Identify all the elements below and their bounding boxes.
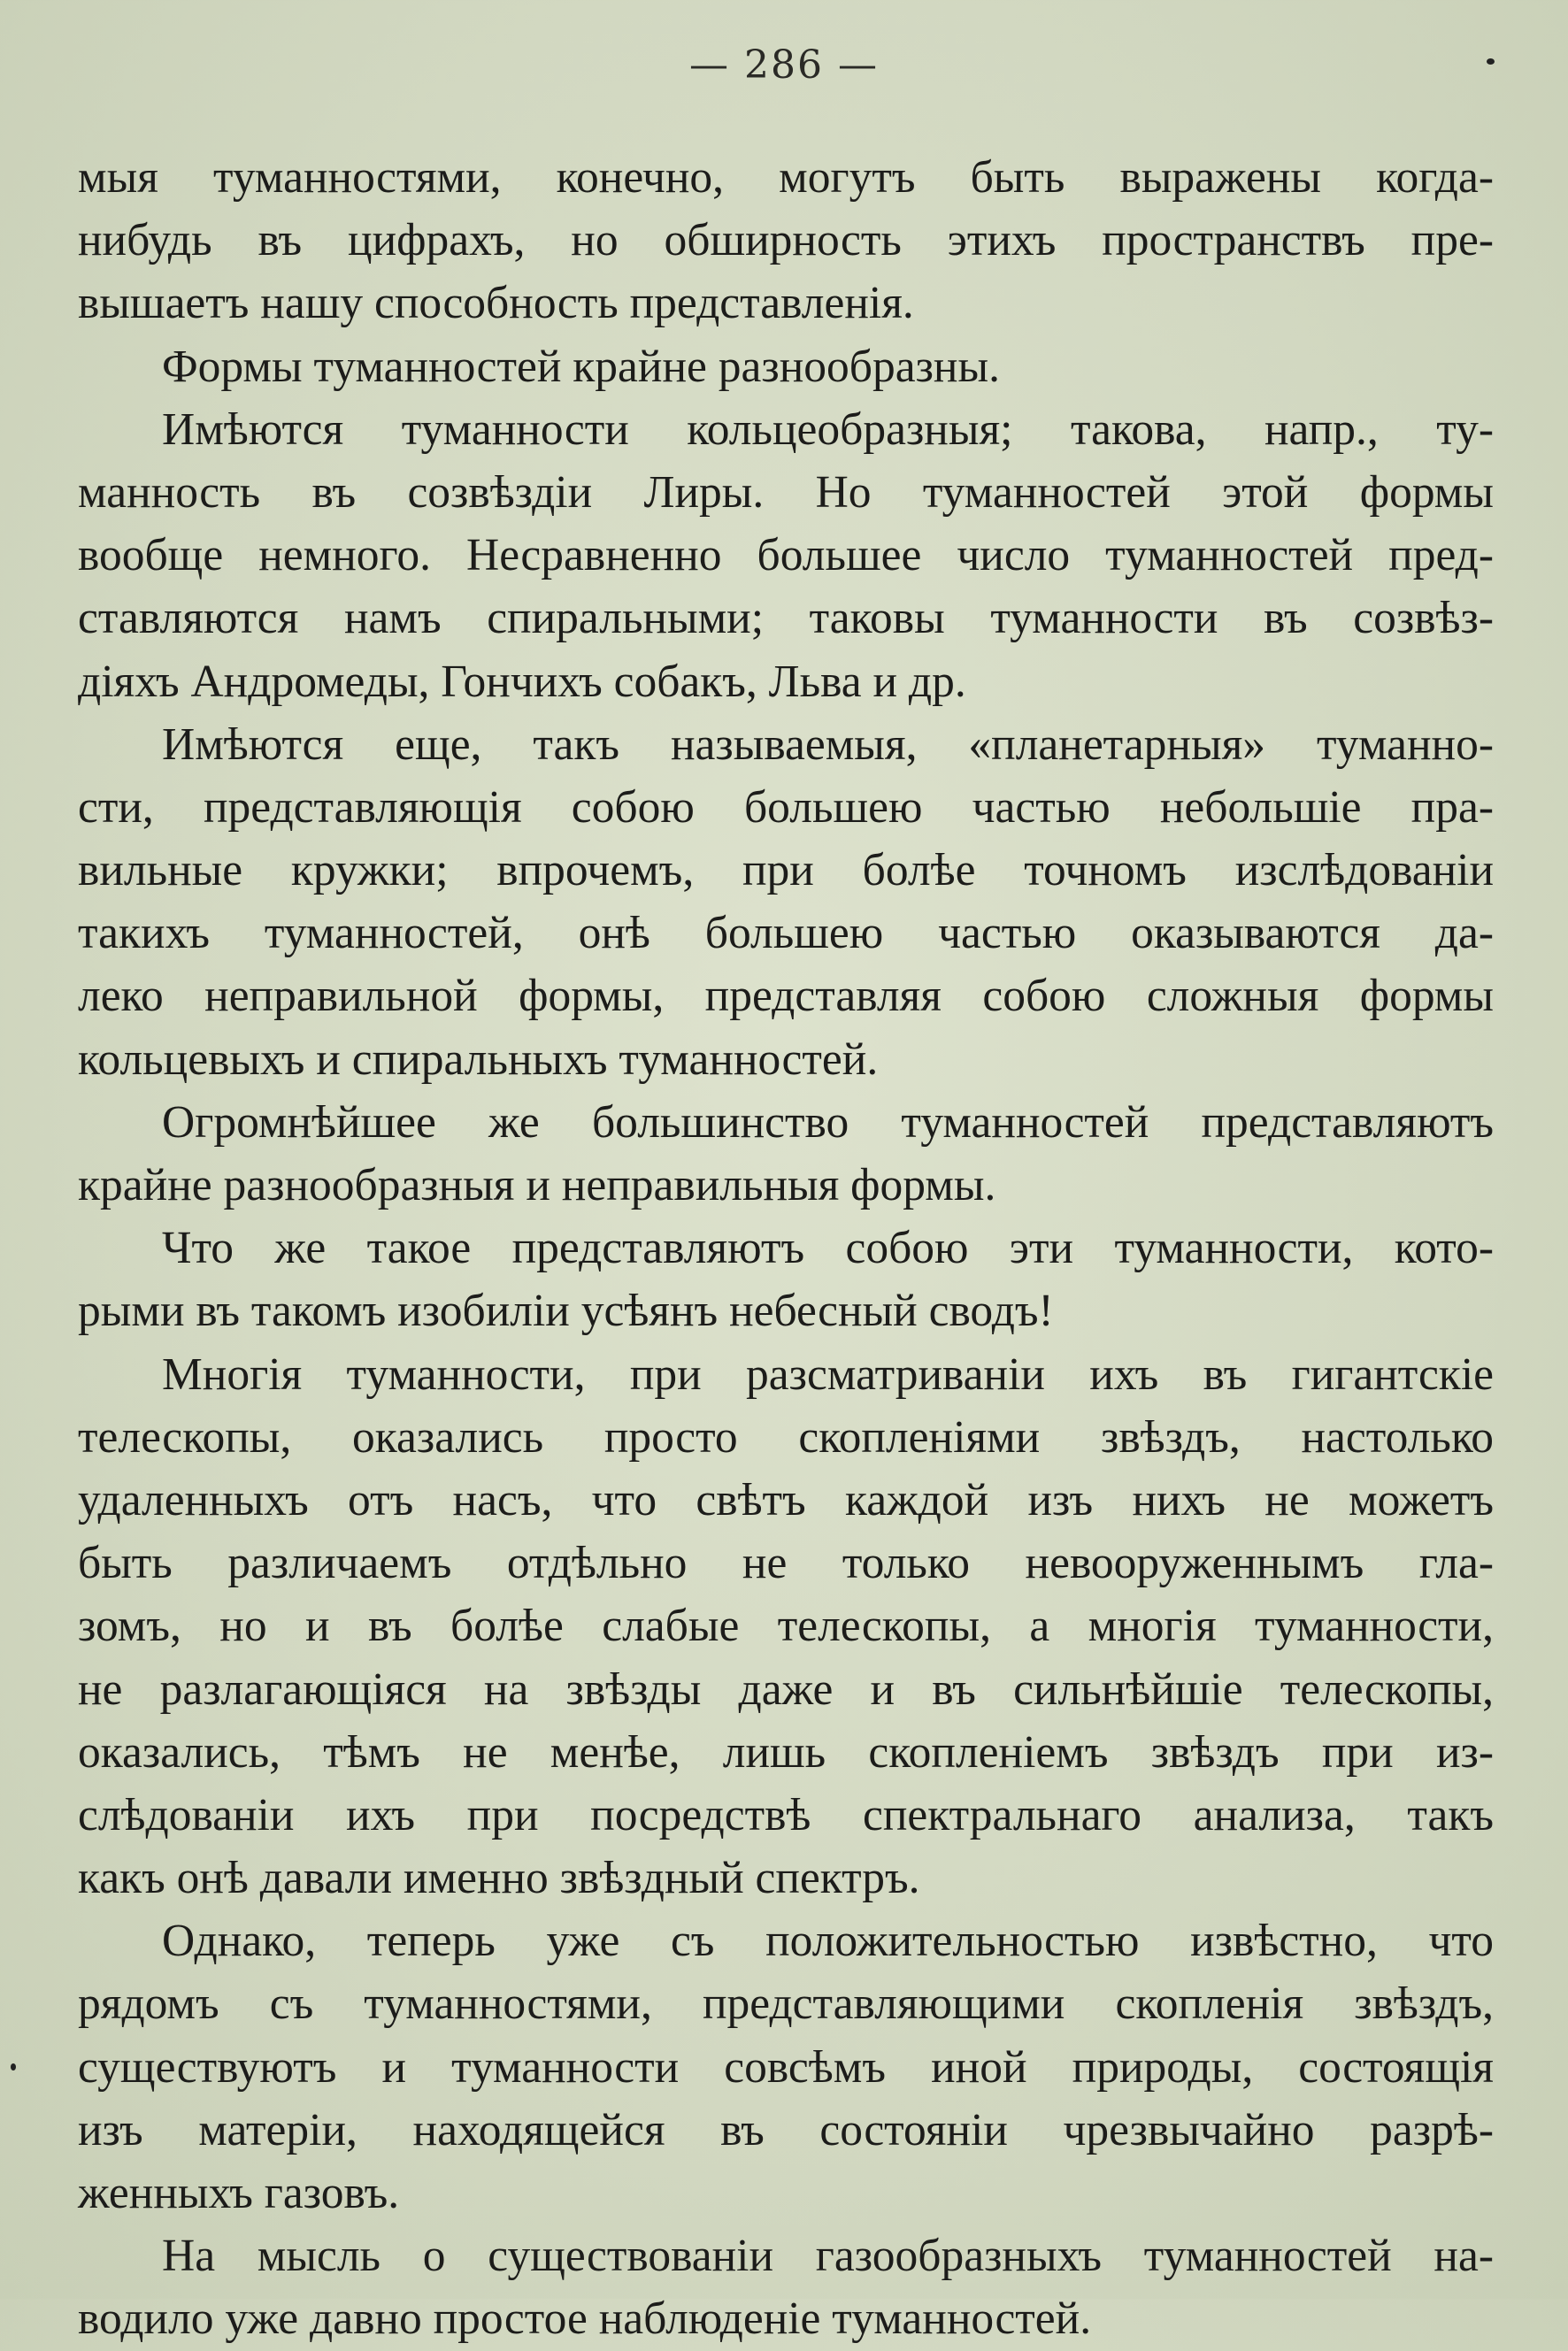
paragraph-start-line: Имѣются туманности кольцеобразныя; такова, напр., ту-: [162, 403, 1494, 455]
text-line: удаленныхъ отъ насъ, что свѣтъ каждой изъ нихъ не можетъ: [78, 1474, 1494, 1525]
text-line: діяхъ Андромеды, Гончихъ собакъ, Льва и др.: [78, 656, 966, 707]
text-line: какъ онѣ давали именно звѣздный спектръ.: [78, 1853, 920, 1904]
text-line: быть различаемъ отдѣльно не только невооруженнымъ гла-: [78, 1538, 1494, 1589]
text-line: нибудь въ цифрахъ, но обширность этихъ пространствъ пре-: [78, 215, 1494, 266]
text-line: леко неправильной формы, представляя собою сложныя формы: [78, 971, 1494, 1022]
text-line: не разлагающіяся на звѣзды даже и въ сильнѣйшіе телескопы,: [78, 1663, 1494, 1715]
text-line: кольцевыхъ и спиральныхъ туманностей.: [78, 1033, 879, 1085]
text-line: манность въ созвѣздіи Лиры. Но туманностей этой формы: [78, 466, 1494, 518]
ink-speck-top-right: [1487, 58, 1495, 65]
text-line: вильные кружки; впрочемъ, при болѣе точномъ изслѣдованіи: [78, 845, 1494, 896]
paragraph-start-line: Что же такое представляютъ собою эти туманности, кото-: [162, 1223, 1494, 1274]
text-line: вышаетъ нашу способность представленія.: [78, 278, 914, 329]
text-line: такихъ туманностей, онѣ большею частью оказываются да-: [78, 908, 1494, 959]
text-line: телескопы, оказались просто скопленіями звѣздъ, настолько: [78, 1411, 1494, 1463]
text-line: водило уже давно простое наблюденіе туманностей.: [78, 2293, 1092, 2345]
text-line: сти, представляющія собою большею частью небольшіе пра-: [78, 781, 1494, 833]
paragraph-start-line: На мысль о существованіи газообразныхъ туманностей на-: [162, 2231, 1494, 2282]
ink-speck-left-margin: [11, 2063, 16, 2071]
text-line: ставляются намъ спиральными; таковы туманности въ созвѣз-: [78, 593, 1494, 644]
text-line: рыми въ такомъ изобиліи усѣянъ небесный сводъ!: [78, 1286, 1054, 1337]
text-line: мыя туманностями, конечно, могутъ быть выражены когда-: [78, 152, 1494, 203]
text-line: слѣдованіи ихъ при посредствѣ спектральнаго анализа, такъ: [78, 1789, 1494, 1840]
text-line: изъ матеріи, находящейся въ состояніи чрезвычайно разрѣ-: [78, 2104, 1494, 2155]
text-line: вообще немного. Несравненно большее число туманностей пред-: [78, 530, 1494, 581]
text-line: женныхъ газовъ.: [78, 2168, 400, 2218]
text-line: существуютъ и туманности совсѣмъ иной природы, состоящія: [78, 2041, 1494, 2093]
paragraph-start-line: Имѣются еще, такъ называемыя, «планетарныя» туманно-: [162, 718, 1494, 770]
paragraph-start-line: Многія туманности, при разсматриваніи ихъ въ гигантскіе: [162, 1348, 1494, 1400]
paragraph-start-line: Формы туманностей крайне разнообразны.: [162, 341, 1000, 392]
text-line: крайне разнообразныя и неправильныя формы.: [78, 1160, 996, 1210]
page-number: — 286 —: [689, 42, 879, 88]
text-line: зомъ, но и въ болѣе слабые телескопы, а многія туманности,: [78, 1601, 1494, 1652]
paragraph-start-line: Огромнѣйшее же большинство туманностей представляютъ: [162, 1096, 1494, 1148]
text-line: рядомъ съ туманностями, представляющими скопленія звѣздъ,: [78, 1978, 1494, 2030]
text-line: оказались, тѣмъ не менѣе, лишь скопленіемъ звѣздъ при из-: [78, 1726, 1494, 1778]
body-text: [78, 146, 1494, 2351]
paragraph-start-line: Однако, теперь уже съ положительностью извѣстно, что: [162, 1916, 1494, 1967]
